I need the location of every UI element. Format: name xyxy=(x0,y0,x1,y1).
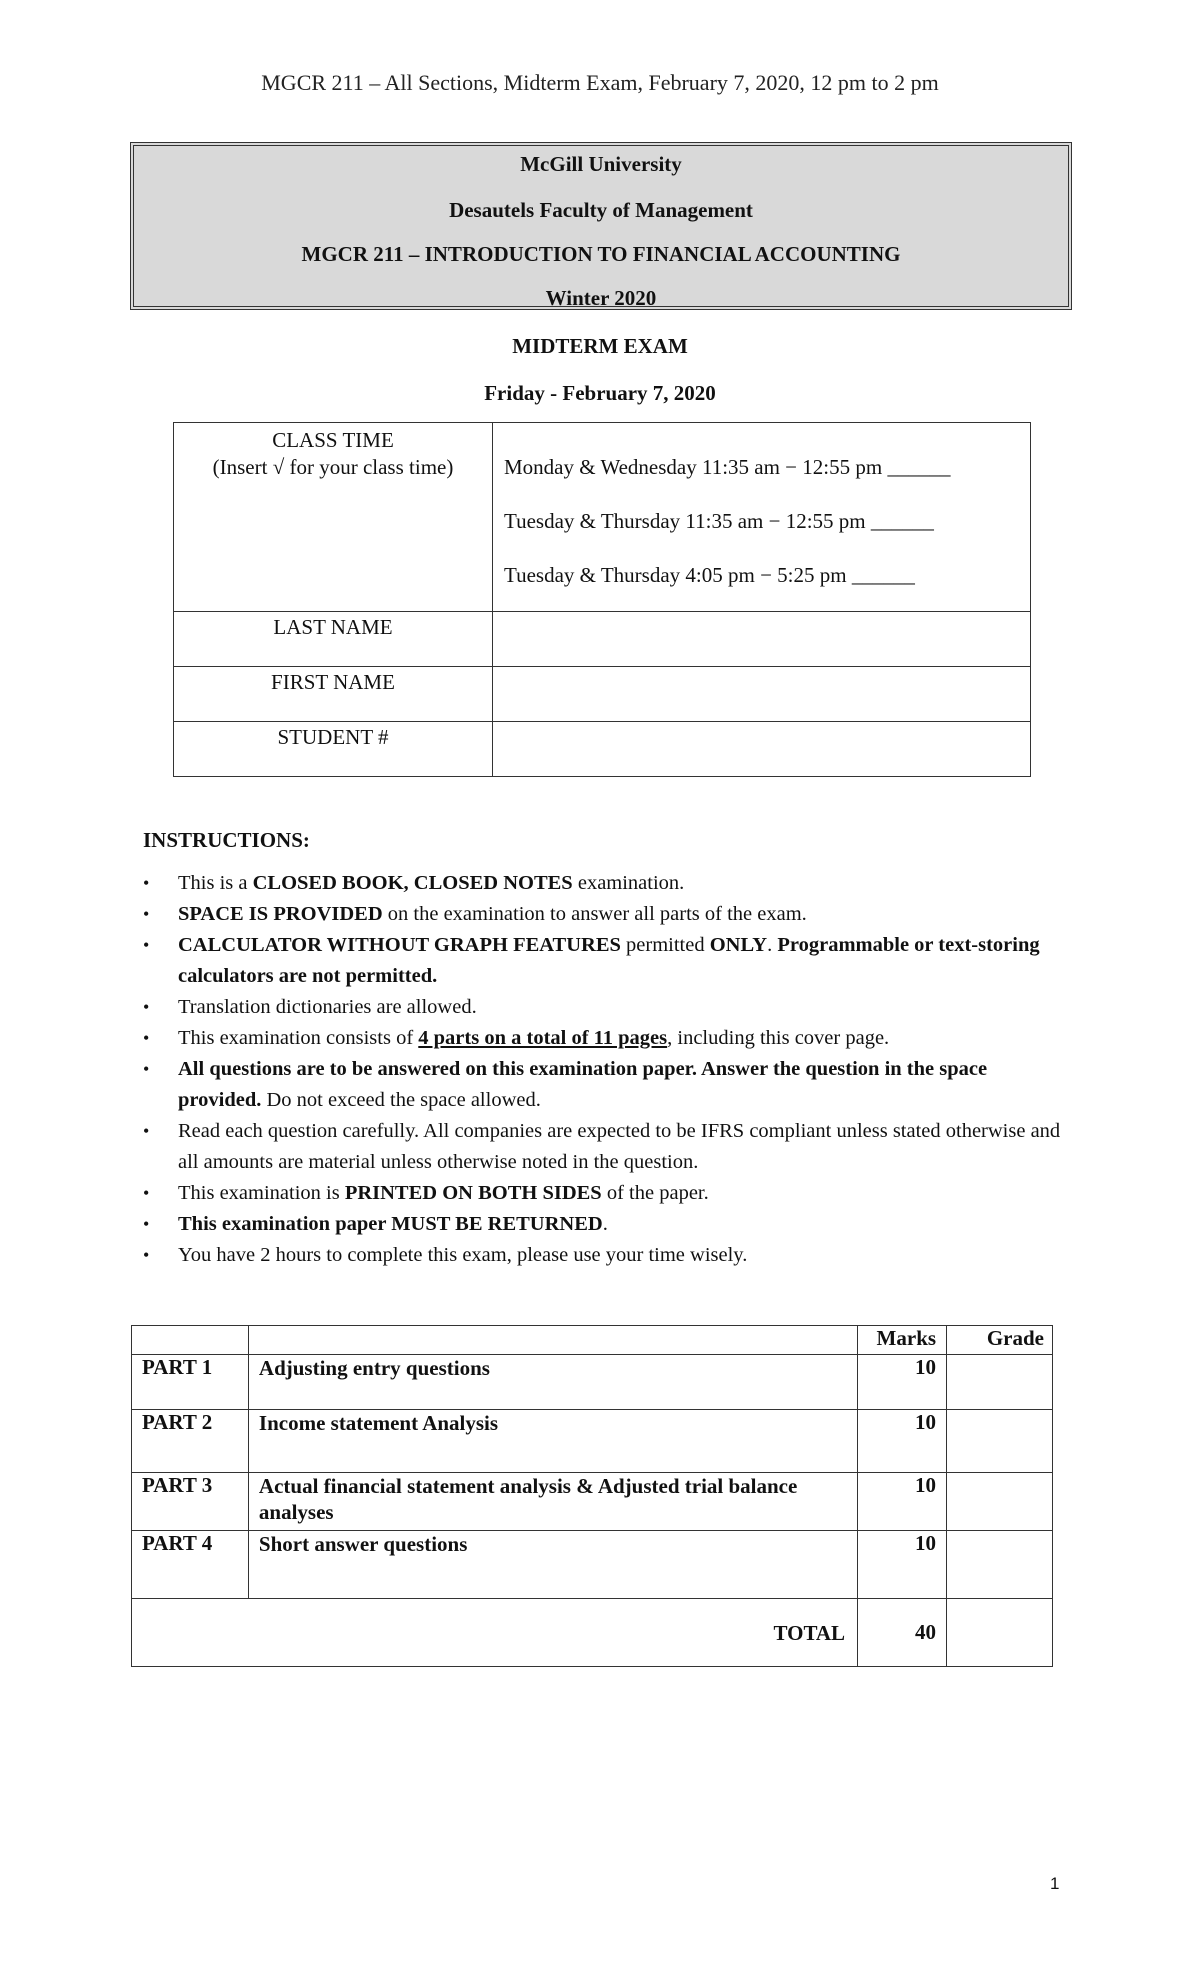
student-number-label: STUDENT # xyxy=(174,722,493,777)
bullet-icon: • xyxy=(143,1121,150,1141)
grade-header: Grade xyxy=(947,1326,1053,1355)
instruction-item: • You have 2 hours to complete this exam, please use your time wisely. xyxy=(143,1240,1063,1271)
part-description: Adjusting entry questions xyxy=(248,1355,857,1410)
faculty-name: Desautels Faculty of Management xyxy=(449,198,753,222)
total-grade-field[interactable] xyxy=(947,1599,1053,1667)
student-info-table xyxy=(173,422,1031,777)
bullet-icon: • xyxy=(143,1059,150,1079)
first-name-label: FIRST NAME xyxy=(174,667,493,722)
part-label: PART 1 xyxy=(132,1355,249,1410)
class-time-option-tt-afternoon[interactable]: Tuesday & Thursday 4:05 pm − 5:25 pm ______ xyxy=(504,563,915,587)
bullet-icon: • xyxy=(143,873,150,893)
part-marks: 10 xyxy=(858,1531,947,1599)
instruction-item: • This examination consists of 4 parts on a total of 11 pages, including this cover page. xyxy=(143,1023,1063,1054)
class-time-options-cell[interactable] xyxy=(493,423,1031,612)
bullet-icon: • xyxy=(143,1028,150,1048)
instruction-item: • Read each question carefully. All companies are expected to be IFRS compliant unless stated otherwise and all amounts are material unless otherwise noted in the question. xyxy=(143,1116,1063,1178)
instruction-item: • This examination paper MUST BE RETURNED. xyxy=(143,1209,1063,1240)
marks-table xyxy=(131,1325,1053,1667)
class-time-label-cell xyxy=(174,423,493,612)
instruction-item: • Translation dictionaries are allowed. xyxy=(143,992,1063,1023)
table-row xyxy=(132,1473,1053,1531)
bullet-icon: • xyxy=(143,1245,150,1265)
student-number-field[interactable] xyxy=(493,722,1031,777)
bullet-icon: • xyxy=(143,997,150,1017)
part-grade-field[interactable] xyxy=(947,1473,1053,1531)
total-label: TOTAL xyxy=(132,1599,858,1667)
instruction-item: • SPACE IS PROVIDED on the examination to answer all parts of the exam. xyxy=(143,899,1063,930)
instruction-item: • CALCULATOR WITHOUT GRAPH FEATURES permitted ONLY. Programmable or text-storing calculators are not permitted. xyxy=(143,930,1063,992)
class-time-hint: (Insert √ for your class time) xyxy=(212,455,454,479)
part-description: Actual financial statement analysis & Adjusted trial balance analyses xyxy=(248,1473,857,1531)
last-name-field[interactable] xyxy=(493,612,1031,667)
bullet-icon: • xyxy=(143,1214,150,1234)
part-marks: 10 xyxy=(858,1410,947,1473)
header-part-cell xyxy=(132,1326,249,1355)
total-marks: 40 xyxy=(858,1599,947,1667)
class-time-option-tt-morning[interactable]: Tuesday & Thursday 11:35 am − 12:55 pm ______ xyxy=(504,509,934,533)
class-time-option-mw[interactable]: Monday & Wednesday 11:35 am − 12:55 pm ______ xyxy=(504,455,951,479)
part-label: PART 2 xyxy=(132,1410,249,1473)
table-row xyxy=(132,1531,1053,1599)
exam-title: MIDTERM EXAM xyxy=(512,334,688,358)
table-row xyxy=(132,1355,1053,1410)
instruction-item: • All questions are to be answered on this examination paper. Answer the question in the space provided. Do not exceed the space allowed. xyxy=(143,1054,1063,1116)
instructions-list xyxy=(143,868,1063,1271)
part-grade-field[interactable] xyxy=(947,1531,1053,1599)
part-description: Short answer questions xyxy=(248,1531,857,1599)
bullet-icon: • xyxy=(143,904,150,924)
page-number: 1 xyxy=(1050,1874,1060,1893)
term: Winter 2020 xyxy=(545,286,657,310)
instruction-item: • This is a CLOSED BOOK, CLOSED NOTES examination. xyxy=(143,868,1063,899)
last-name-label: LAST NAME xyxy=(174,612,493,667)
bullet-icon: • xyxy=(143,1183,150,1203)
university-name: McGill University xyxy=(520,152,682,176)
class-time-label: CLASS TIME xyxy=(272,428,394,452)
marks-header: Marks xyxy=(858,1326,947,1355)
bullet-icon: • xyxy=(143,935,150,955)
header-desc-cell xyxy=(248,1326,857,1355)
exam-date: Friday - February 7, 2020 xyxy=(484,381,716,405)
part-grade-field[interactable] xyxy=(947,1410,1053,1473)
first-name-field[interactable] xyxy=(493,667,1031,722)
title-box xyxy=(130,142,1072,310)
part-grade-field[interactable] xyxy=(947,1355,1053,1410)
part-description: Income statement Analysis xyxy=(248,1410,857,1473)
running-header: MGCR 211 – All Sections, Midterm Exam, February 7, 2020, 12 pm to 2 pm xyxy=(261,70,939,95)
part-label: PART 3 xyxy=(132,1473,249,1531)
instruction-item: • This examination is PRINTED ON BOTH SIDES of the paper. xyxy=(143,1178,1063,1209)
part-marks: 10 xyxy=(858,1355,947,1410)
total-row xyxy=(132,1599,1053,1667)
part-marks: 10 xyxy=(858,1473,947,1531)
part-label: PART 4 xyxy=(132,1531,249,1599)
instructions-heading: INSTRUCTIONS: xyxy=(143,828,310,852)
table-row xyxy=(132,1410,1053,1473)
course-title: MGCR 211 – INTRODUCTION TO FINANCIAL ACCOUNTING xyxy=(301,242,901,266)
